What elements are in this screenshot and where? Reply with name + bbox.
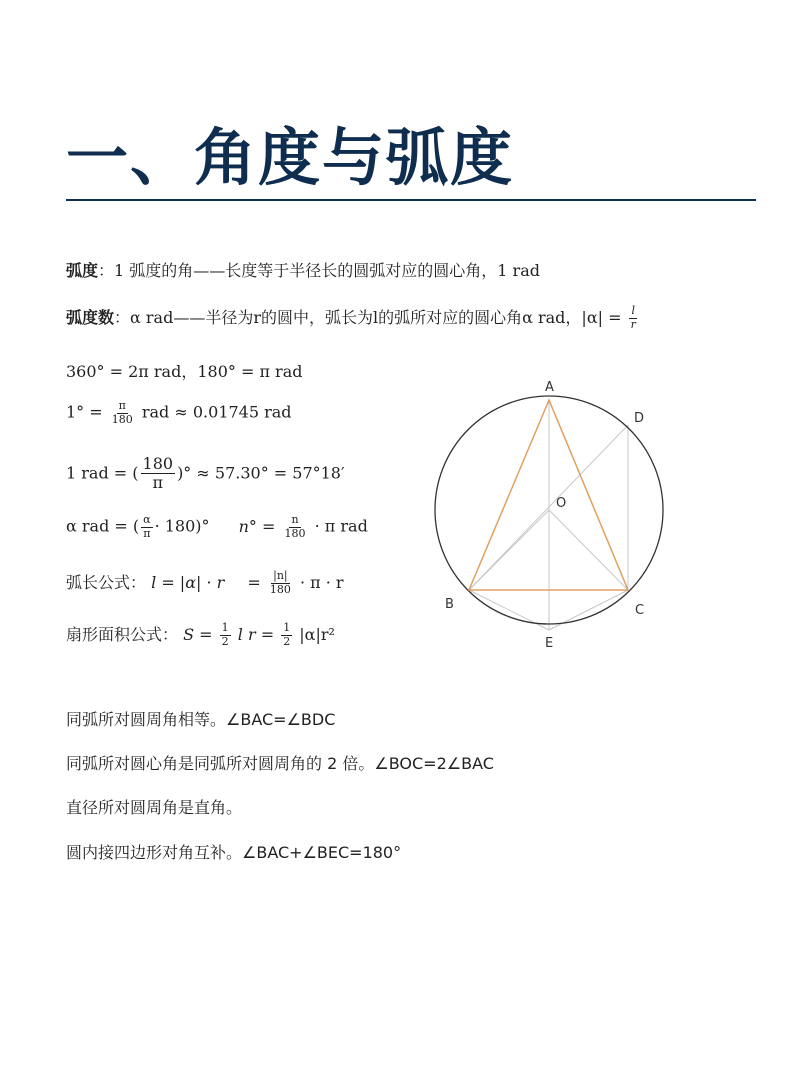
- definition-radian-number: [66, 305, 640, 332]
- formula-one-degree: 1° = $\frac{\pi}{180}$ rad ≈ 0.01745 rad: [66, 399, 292, 426]
- point-d-label: D: [634, 411, 645, 426]
- page-title: 一、角度与弧度: [66, 121, 515, 194]
- definition-radian: [66, 258, 540, 281]
- formula-alpha-rad: α rad = ( $\frac{\alpha}{\pi}$ · 180)° n° = $\frac{n}{180}$ · π rad: [66, 513, 368, 540]
- alpha-fraction: $\frac{l}{r}$: [630, 304, 636, 331]
- point-o-label: O: [556, 496, 567, 511]
- pi-over-180-fraction: $\frac{\pi}{180}$: [111, 399, 133, 426]
- n-over-180-fraction: $\frac{n}{180}$: [284, 513, 306, 540]
- 180-over-pi-fraction: $\frac{180}{\pi}$: [142, 454, 174, 493]
- half-fraction-1: $\frac{1}{2}$: [221, 621, 229, 648]
- theorem-4: 圆内接四边形对角互补。∠BAC+∠BEC=180°: [66, 843, 402, 862]
- formula-one-radian: 1 rad = ( $\frac{180}{\pi}$ )° ≈ 57.30° = 57°18′: [66, 454, 345, 493]
- definition-radian-number-text: ：α rad——半径为r的圆中，弧长为l的弧所对应的圆心角α rad，|α| =: [114, 308, 622, 327]
- circle-diagram: [420, 370, 690, 660]
- alpha-over-pi-fraction: $\frac{\alpha}{\pi}$: [143, 513, 151, 540]
- radius-ob: [469, 510, 549, 590]
- theorem-1: 同弧所对圆周角相等。∠BAC=∠BDC: [66, 710, 336, 729]
- point-a-label: A: [545, 380, 554, 395]
- formula-degree-radian: 360° = 2π rad，180° = π rad: [66, 362, 303, 381]
- half-fraction-2: $\frac{1}{2}$: [283, 621, 291, 648]
- formula-sector-area: 扇形面积公式： S = $\frac{1}{2}$ l r = $\frac{1}{2}$ |α|r²: [66, 621, 335, 648]
- definition-radian-number-label: 弧度数: [66, 308, 115, 327]
- point-c-label: C: [635, 603, 645, 618]
- n-abs-over-180-fraction: $\frac{|n|}{180}$: [269, 569, 291, 596]
- point-b-label: B: [445, 597, 454, 612]
- point-e-label: E: [545, 636, 554, 651]
- definition-radian-label: 弧度: [66, 261, 99, 280]
- title-divider: [66, 199, 756, 201]
- formula-arc-length: 弧长公式： l = |α| · r = $\frac{|n|}{180}$ · π · r: [66, 569, 344, 596]
- theorem-3: 直径所对圆周角是直角。: [66, 798, 243, 817]
- radius-oc: [549, 510, 628, 590]
- definition-radian-text: ：1 弧度的角——长度等于半径长的圆弧对应的圆心角，1 rad: [98, 261, 540, 280]
- theorem-2: 同弧所对圆心角是同弧所对圆周角的 2 倍。∠BOC=2∠BAC: [66, 754, 494, 773]
